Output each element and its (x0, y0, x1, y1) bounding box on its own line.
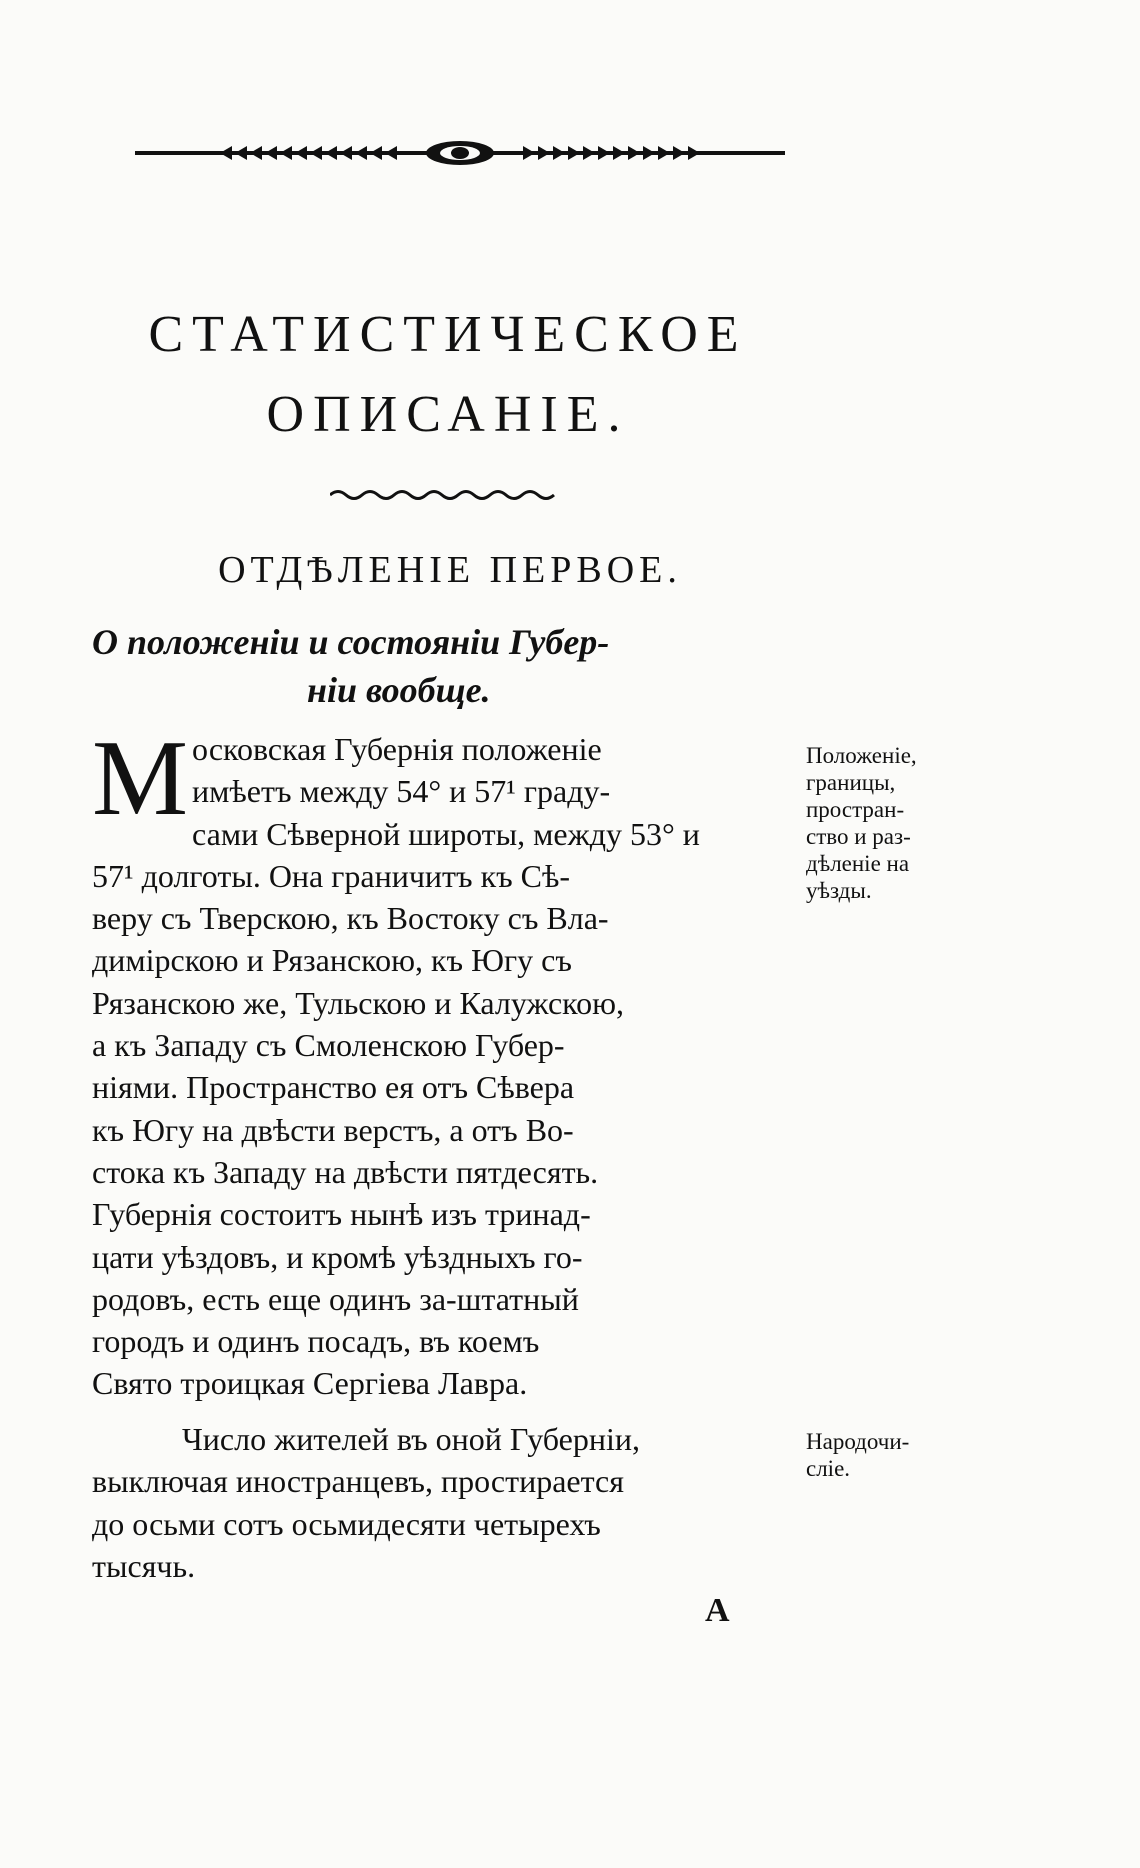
text-line: Число жителей въ оной Губерніи, (182, 1421, 640, 1457)
margin-note-line: границы, (806, 770, 896, 795)
subheading-line-1: О положеніи и состояніи Губер- (92, 622, 610, 662)
text-line: 57¹ долготы. Она граничитъ къ Сѣ- (92, 857, 571, 894)
text-line: имѣетъ между 54° и 57¹ граду- (192, 773, 611, 810)
text-line: а къ Западу съ Смоленскою Губер- (92, 1027, 565, 1064)
signature-mark: А (705, 1592, 730, 1629)
text-line: цати уѣздовъ, и кромѣ уѣздныхъ го- (92, 1238, 583, 1275)
text-line: стока къ Западу на двѣсти пятдесять. (92, 1153, 599, 1190)
text-line: Губернія состоитъ нынѣ изъ тринад- (92, 1196, 591, 1233)
margin-note-line: простран- (806, 797, 905, 822)
ornamental-rule (135, 140, 785, 166)
text-line: выключая иностранцевъ, простирается (92, 1463, 624, 1500)
title-line-1: СТАТИСТИЧЕСКОЕ (148, 306, 748, 363)
wavy-divider (330, 488, 560, 502)
text-line: сами Сѣверной широты, между 53° и (192, 815, 700, 852)
margin-note-line: Народочи- (806, 1429, 910, 1454)
text-line: димірскою и Рязанскою, къ Югу съ (92, 942, 572, 979)
margin-note-line: дѣленіе на (806, 851, 910, 876)
margin-note-population (806, 1428, 986, 1482)
text-line: до осьми сотъ осьмидесяти четырехъ (92, 1505, 601, 1542)
text-line: городъ и одинъ посадъ, въ коемъ (92, 1323, 540, 1360)
subheading (92, 618, 812, 714)
paragraph-1 (92, 719, 802, 1405)
text-line: родовъ, есть еще одинъ за-штатный (92, 1280, 579, 1317)
text-line: ніями. Пространство ея отъ Сѣвера (92, 1069, 575, 1106)
text-line: веру съ Тверскою, къ Востоку съ Вла- (92, 900, 609, 937)
subheading-line-2: ніи вообще. (307, 670, 491, 710)
margin-note-line: сліе. (806, 1456, 851, 1481)
text-line: къ Югу на двѣсти верстъ, а отъ Во- (92, 1111, 574, 1148)
title-line-2: ОПИСАНІЕ. (266, 386, 630, 443)
margin-note-line: уѣзды. (806, 878, 872, 903)
section-heading: ОТДѢЛЕНІЕ ПЕРВОЕ. (218, 549, 682, 591)
drop-cap: М (92, 719, 189, 838)
text-line: тысячь. (92, 1547, 196, 1584)
margin-note-line: Положеніе, (806, 743, 917, 768)
text-line: Рязанскою же, Тульскою и Калужскою, (92, 984, 624, 1021)
text-line: осковская Губернія положеніе (192, 731, 602, 767)
margin-note-line: ство и раз- (806, 824, 911, 849)
paragraph-2 (92, 1418, 802, 1587)
margin-note-boundaries (806, 742, 986, 904)
text-line: Свято троицкая Сергіева Лавра. (92, 1365, 528, 1402)
